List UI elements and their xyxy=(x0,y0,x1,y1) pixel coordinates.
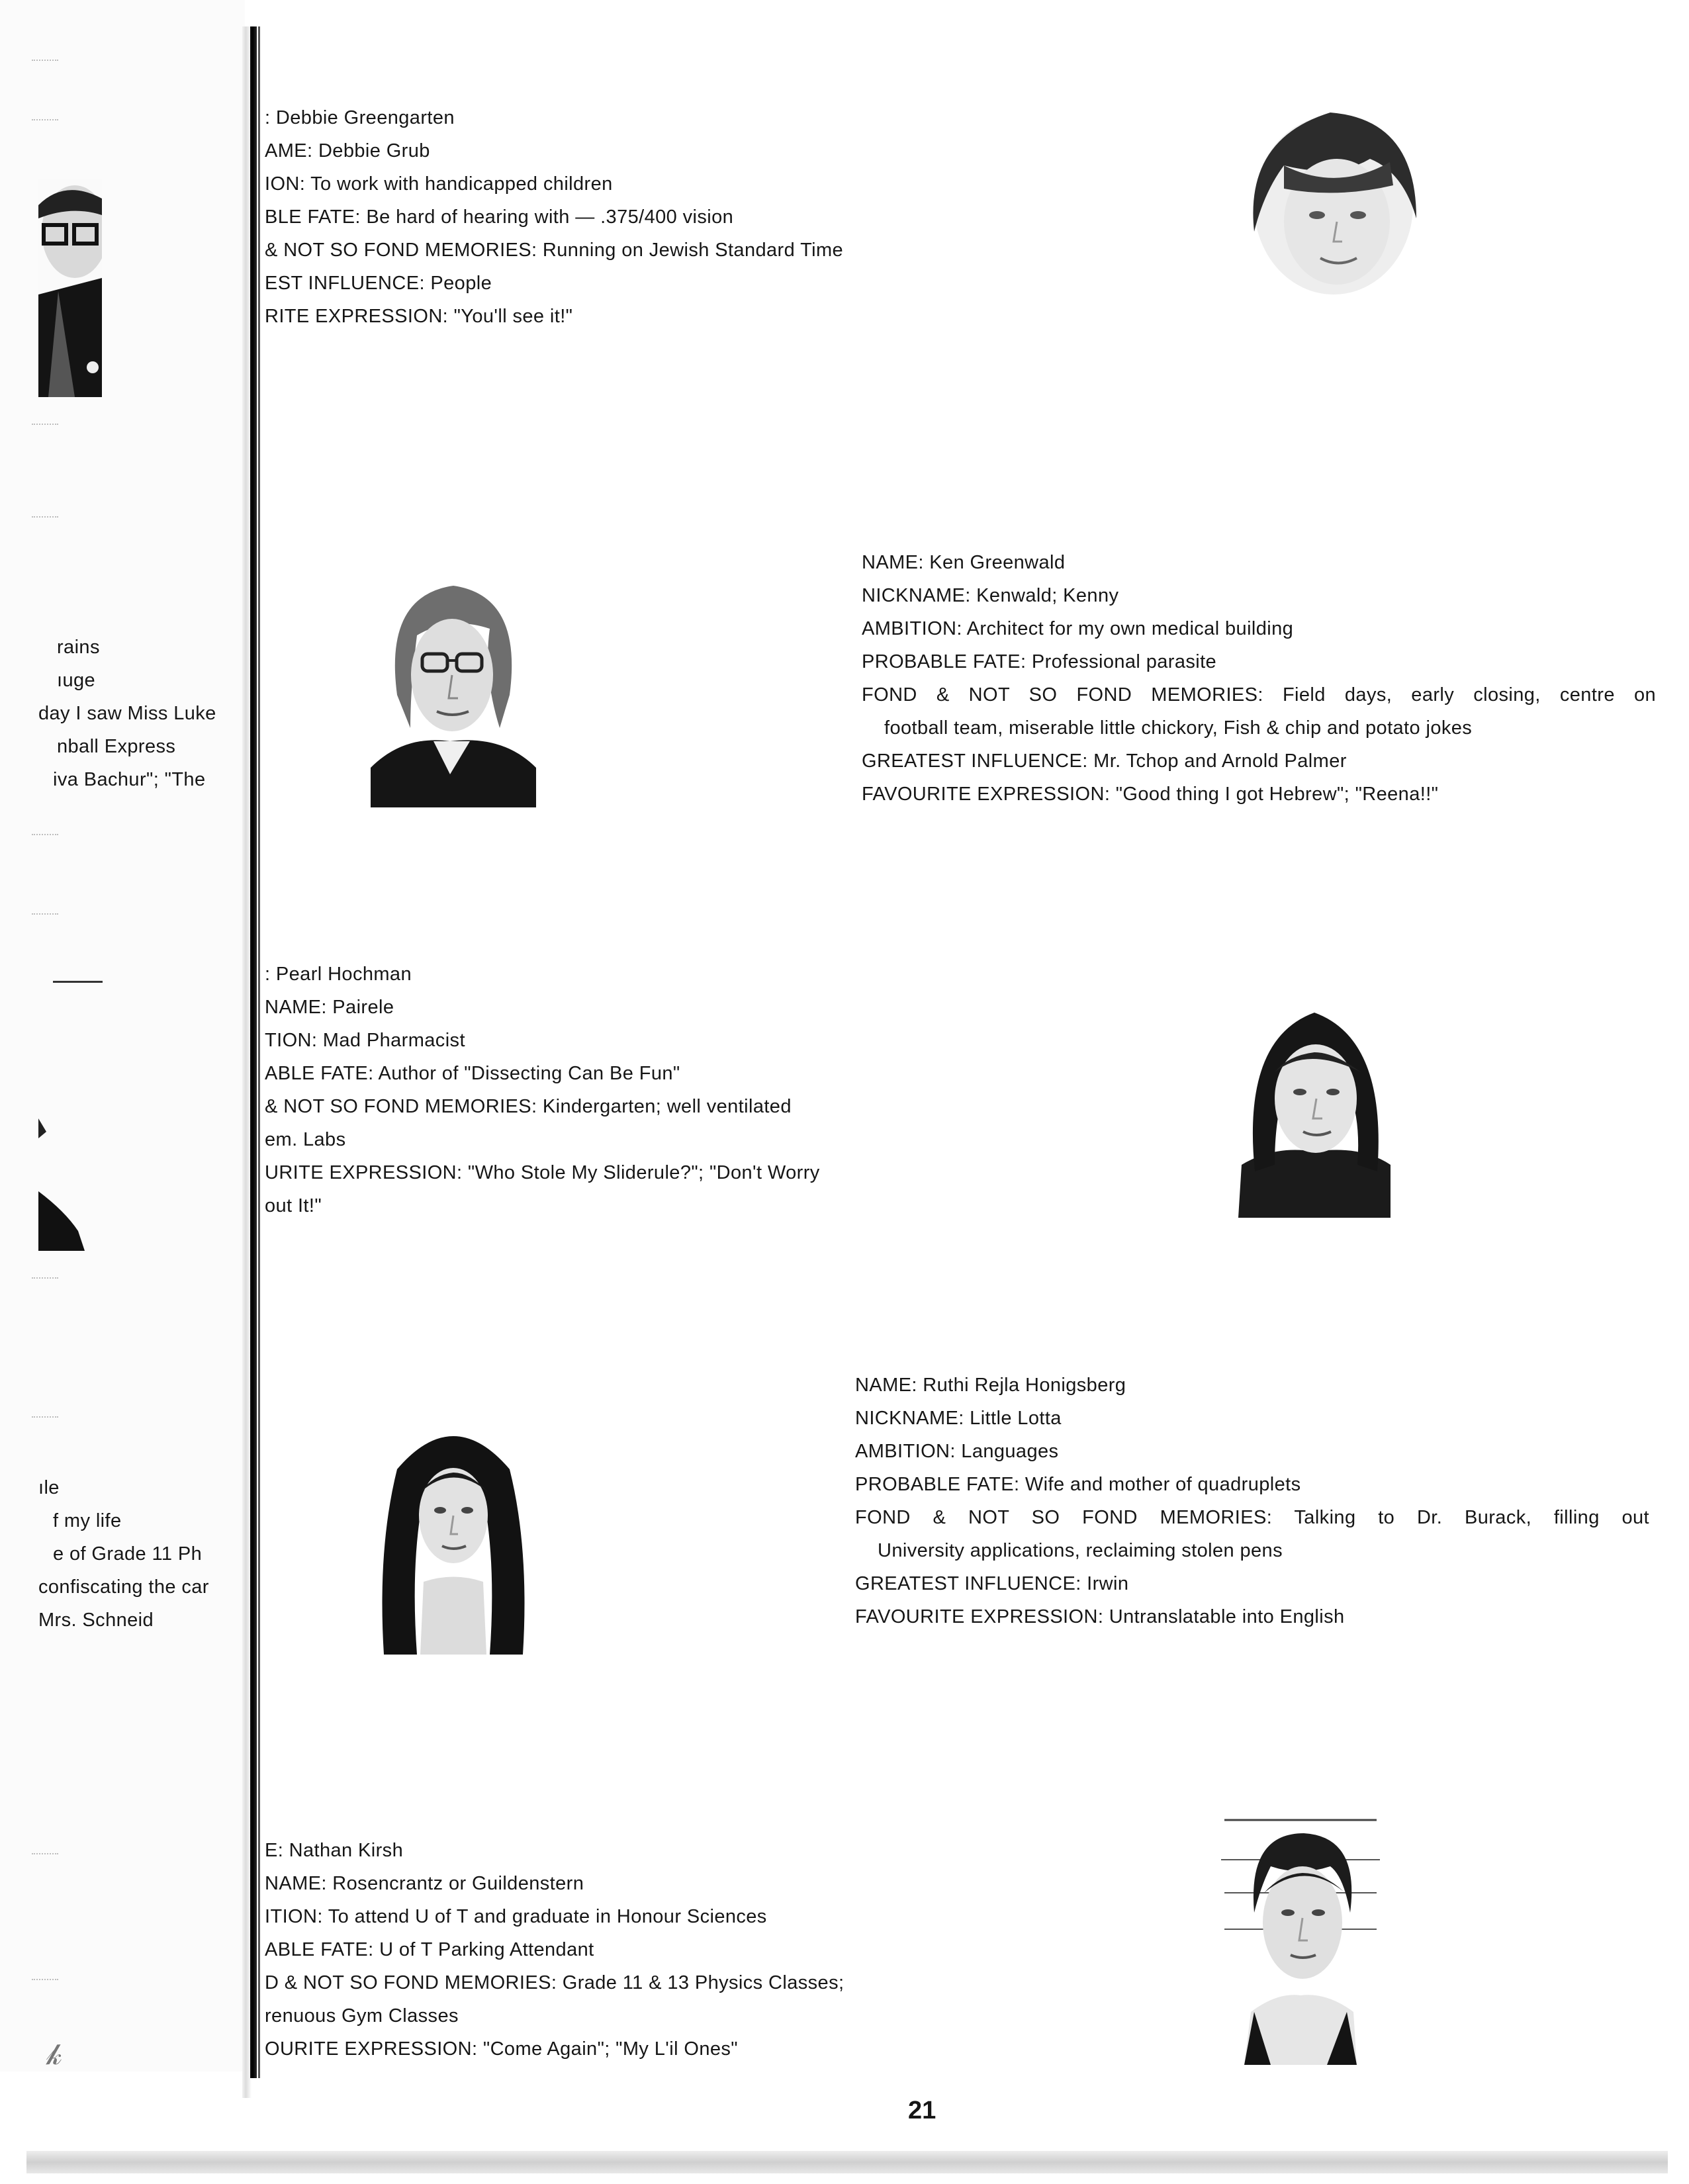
entry-5-line-5: D & NOT SO FOND MEMORIES: Grade 11 & 13 Physics Classes; xyxy=(265,1972,844,1993)
entry-5-line-7: OURITE EXPRESSION: "Come Again"; "My L'il Ones" xyxy=(265,2038,738,2060)
entry-5-line-1: E: Nathan Kirsh xyxy=(265,1840,404,1861)
entry-3-line-6: em. Labs xyxy=(265,1129,346,1150)
entry-1-line-7: RITE EXPRESSION: "You'll see it!" xyxy=(265,306,573,327)
entry-4-line-5: FOND & NOT SO FOND MEMORIES: Talking to Dr. Burack, filling out xyxy=(855,1507,1649,1528)
left-page-glyph: 𝓀 xyxy=(46,2038,62,2071)
left-fragment-1: rains xyxy=(57,637,100,658)
entry-4-line-1: NAME: Ruthi Rejla Honigsberg xyxy=(855,1375,1126,1396)
entry-1-line-2: AME: Debbie Grub xyxy=(265,140,430,161)
left-page-strip xyxy=(0,0,245,2071)
entry-4-line-6: University applications, reclaiming stolen pens xyxy=(878,1540,1283,1561)
left-page-photo-1 xyxy=(38,179,102,397)
entry-1-line-4: BLE FATE: Be hard of hearing with — .375/400 vision xyxy=(265,206,734,228)
left-fragment-9: confiscating the car xyxy=(38,1576,209,1598)
entry-2-line-6: football team, miserable little chickory, Fish & chip and potato jokes xyxy=(884,717,1473,739)
portrait-pearl-hochman xyxy=(1235,999,1394,1218)
portrait-debbie-greengarten xyxy=(1238,99,1430,298)
entry-4-line-3: AMBITION: Languages xyxy=(855,1441,1059,1462)
binding-line xyxy=(250,26,257,2078)
entry-3-line-2: NAME: Pairele xyxy=(265,997,394,1018)
entry-2-line-1: NAME: Ken Greenwald xyxy=(862,552,1066,573)
left-fragment-6: ıle xyxy=(38,1477,60,1498)
left-fragment-5: iva Bachur"; "The xyxy=(53,769,206,790)
entry-3-line-5: & NOT SO FOND MEMORIES: Kindergarten; well ventilated xyxy=(265,1096,792,1117)
left-fragment-3: day I saw Miss Luke xyxy=(38,703,216,724)
entry-3-line-1: : Pearl Hochman xyxy=(265,964,412,985)
entry-5-line-6: renuous Gym Classes xyxy=(265,2005,459,2026)
left-fragment-7: f my life xyxy=(53,1510,122,1531)
entry-2-line-7: GREATEST INFLUENCE: Mr. Tchop and Arnold Palmer xyxy=(862,751,1347,772)
entry-1-line-6: EST INFLUENCE: People xyxy=(265,273,492,294)
portrait-ruthi-honigsberg xyxy=(371,1416,536,1655)
entry-1-line-5: & NOT SO FOND MEMORIES: Running on Jewish Standard Time xyxy=(265,240,844,261)
entry-3-line-8: out It!" xyxy=(265,1195,322,1216)
entry-4-line-7: GREATEST INFLUENCE: Irwin xyxy=(855,1573,1129,1594)
entry-2-line-2: NICKNAME: Kenwald; Kenny xyxy=(862,585,1119,606)
entry-5-line-2: NAME: Rosencrantz or Guildenstern xyxy=(265,1873,584,1894)
entry-2-line-5: FOND & NOT SO FOND MEMORIES: Field days, early closing, centre on xyxy=(862,684,1656,705)
scan-bottom-edge xyxy=(26,2151,1668,2173)
entry-1-line-1: : Debbie Greengarten xyxy=(265,107,455,128)
entry-5-line-4: ABLE FATE: U of T Parking Attendant xyxy=(265,1939,594,1960)
entry-5-line-3: ITION: To attend U of T and graduate in Honour Sciences xyxy=(265,1906,767,1927)
entry-3-line-4: ABLE FATE: Author of "Dissecting Can Be Fun" xyxy=(265,1063,680,1084)
entry-2-line-3: AMBITION: Architect for my own medical building xyxy=(862,618,1294,639)
portrait-nathan-kirsh xyxy=(1218,1813,1383,2065)
entry-3-line-3: TION: Mad Pharmacist xyxy=(265,1030,465,1051)
left-page-photo-2 xyxy=(38,1118,91,1251)
left-page-rule xyxy=(53,981,103,983)
binding-line-thin xyxy=(258,26,260,2078)
left-fragment-10: Mrs. Schneid xyxy=(38,1610,154,1631)
entry-2-line-8: FAVOURITE EXPRESSION: "Good thing I got Hebrew"; "Reena!!" xyxy=(862,784,1439,805)
entry-2-line-4: PROBABLE FATE: Professional parasite xyxy=(862,651,1217,672)
entry-4-line-8: FAVOURITE EXPRESSION: Untranslatable into English xyxy=(855,1606,1345,1627)
left-fragment-2: ıuge xyxy=(57,670,96,691)
page-number: 21 xyxy=(908,2097,936,2124)
entry-4-line-4: PROBABLE FATE: Wife and mother of quadruplets xyxy=(855,1474,1301,1495)
left-fragment-4: nball Express xyxy=(57,736,176,757)
entry-4-line-2: NICKNAME: Little Lotta xyxy=(855,1408,1062,1429)
portrait-ken-greenwald xyxy=(364,576,539,807)
left-fragment-8: e of Grade 11 Ph xyxy=(53,1543,203,1565)
entry-3-line-7: URITE EXPRESSION: "Who Stole My Sliderule?"; "Don't Worry xyxy=(265,1162,820,1183)
entry-1-line-3: ION: To work with handicapped children xyxy=(265,173,613,195)
